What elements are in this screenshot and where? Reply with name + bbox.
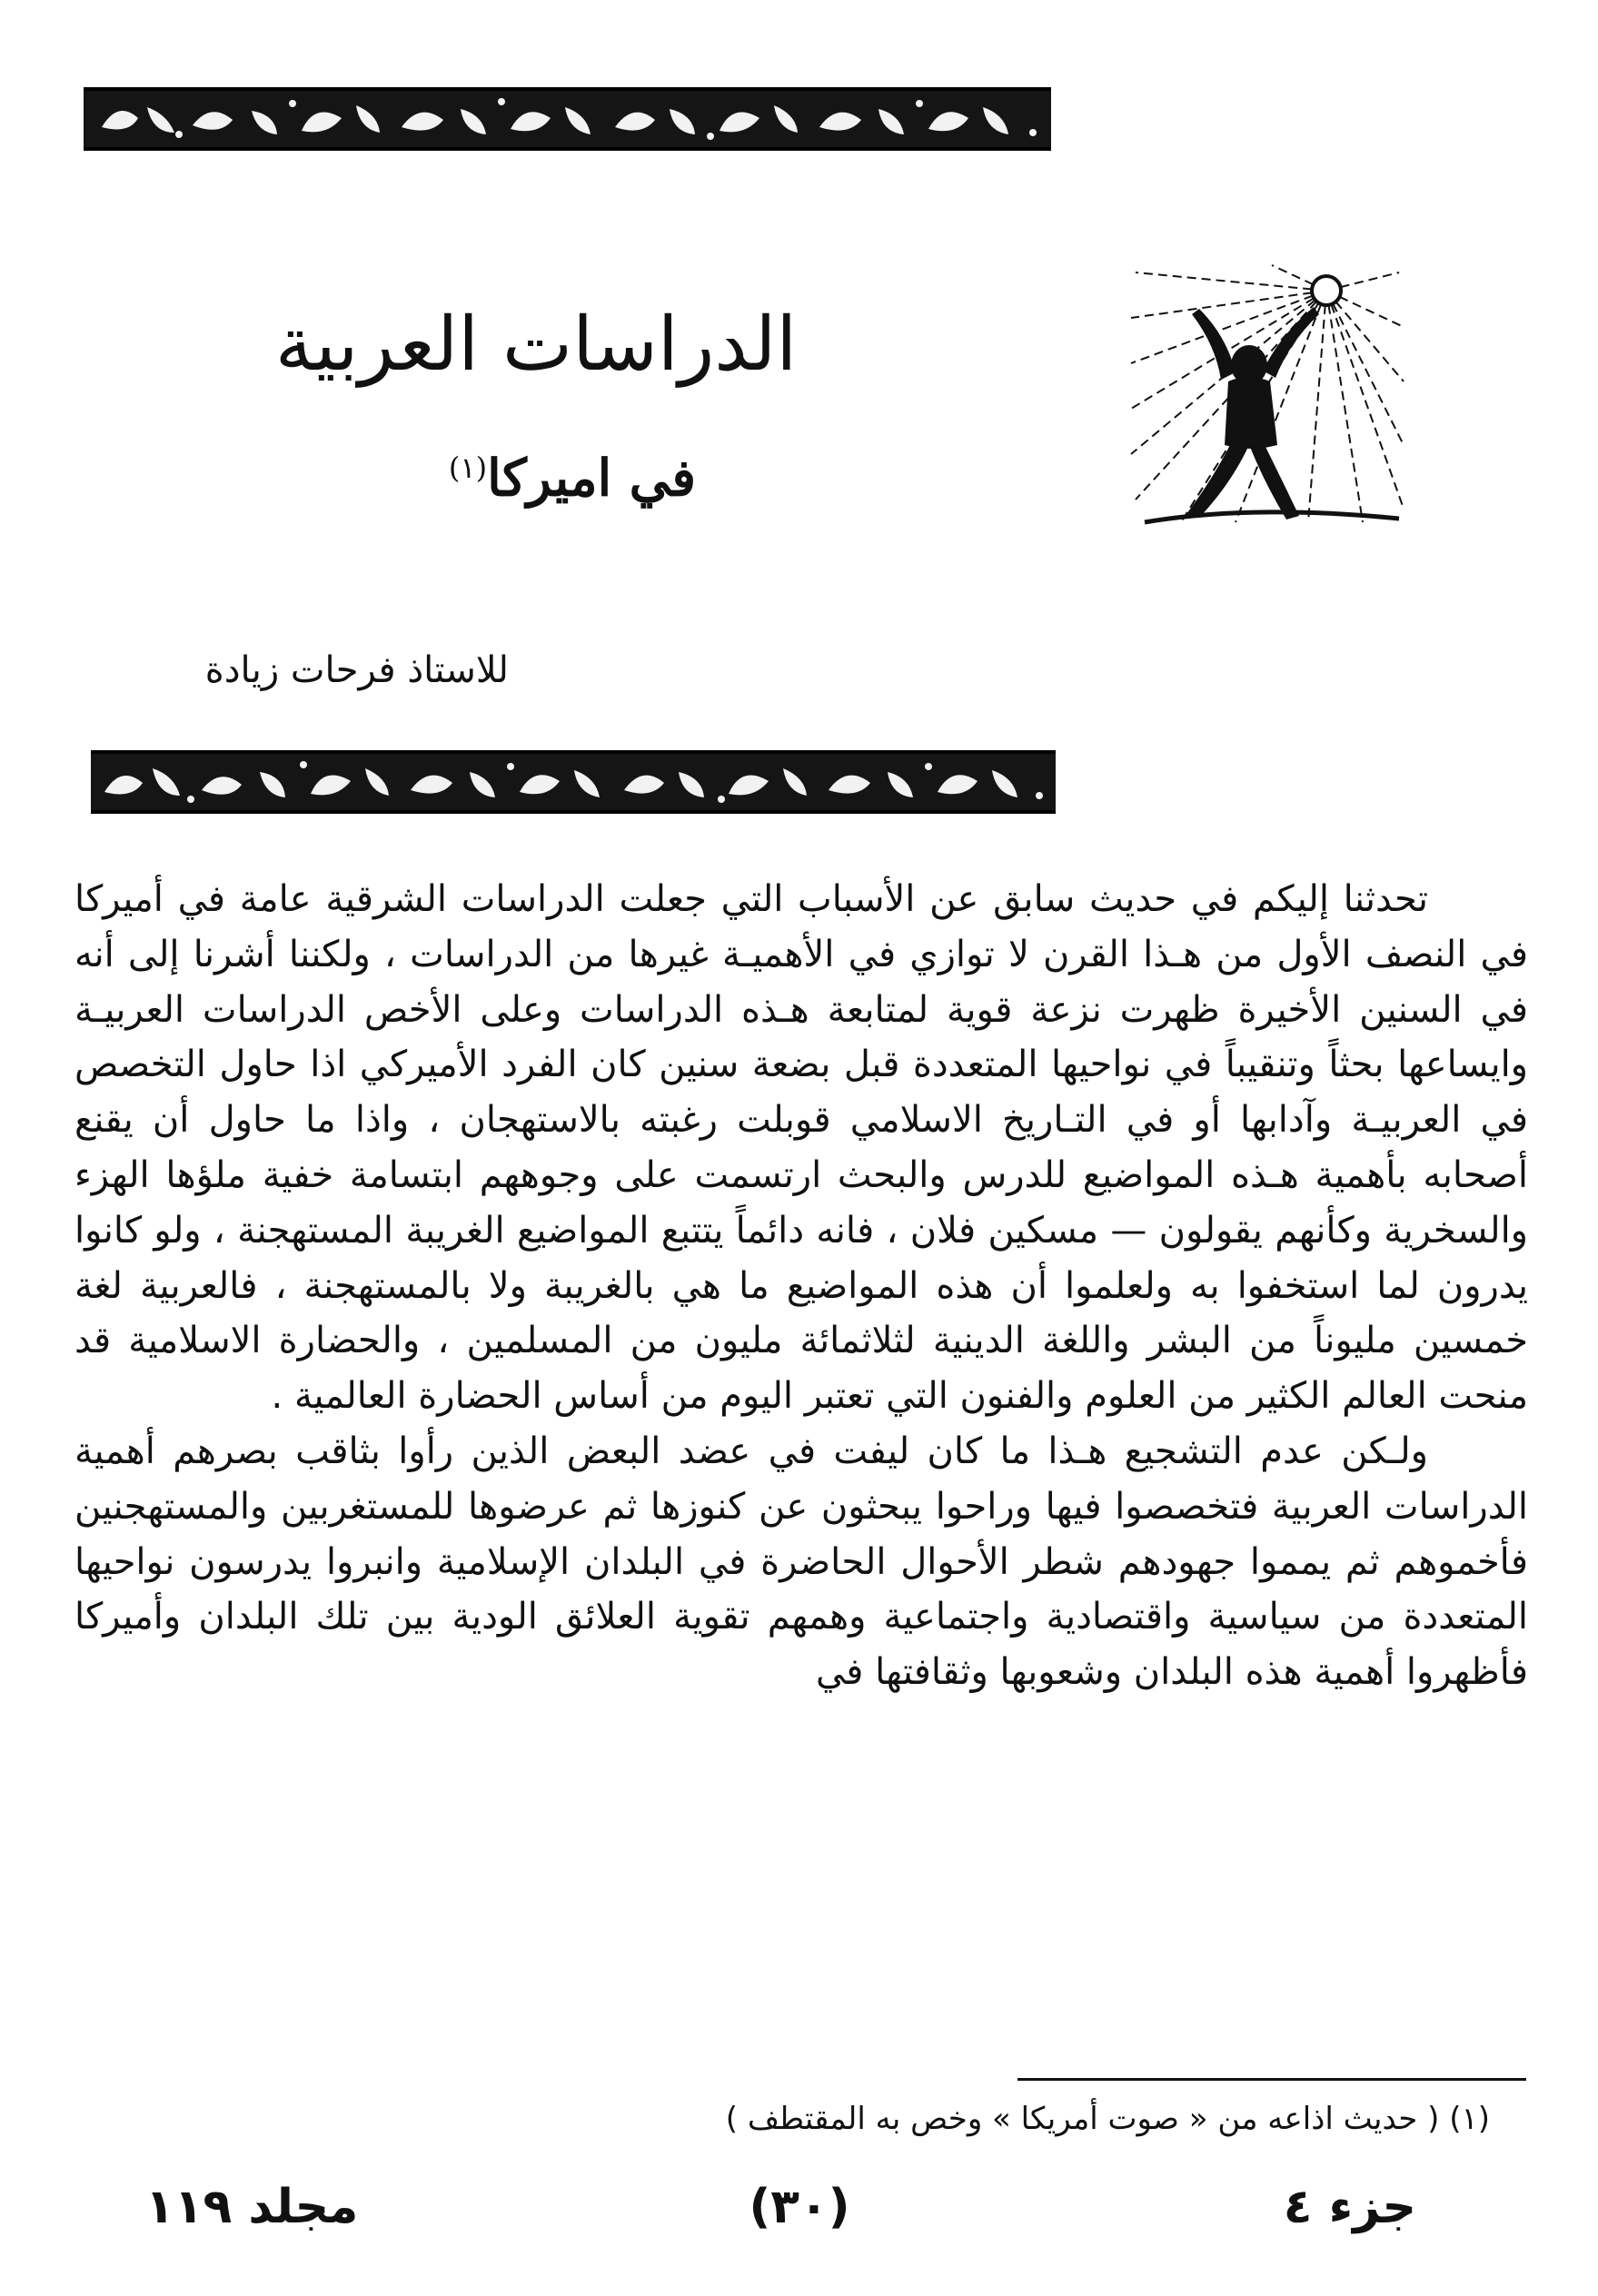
article-title: الدراسات العربية xyxy=(274,302,798,388)
decorative-leaf-band-middle xyxy=(91,750,1056,814)
article-subtitle xyxy=(382,436,763,510)
footnote-marker: (١) xyxy=(448,450,488,485)
footer-part-number: جزء ٤ xyxy=(1283,2180,1416,2234)
footnote-divider xyxy=(1017,2078,1526,2081)
sun-figure-icon xyxy=(1127,263,1408,527)
subtitle-text: في اميركا xyxy=(487,448,697,509)
sun-figure-illustration xyxy=(1127,263,1408,527)
author-byline: للاستاذ فرحات زيادة xyxy=(204,649,509,691)
body-paragraph-1: تحدثنا إليكم في حديث سابق عن الأسباب التي جعلت الدراسات الشرقية عامة في أميركا في النصف الأول من هـذا القرن لا توازي في الأهميـة غيرها من الدراسات ، ولكننا أشرنا إلى أنه في السنين الأخيرة ظهرت نزعة قوية لمتابعة هـذه الدراسات وعلى الأخص الدراسات العربيـة وايساعها بحثاً وتنقيباً في نواحيها المتعددة قبل بضعة سنين كان الفرد الأميركي اذا حاول التخصص في العربيـة وآدابها أو في التـاريخ الاسلامي قوبلت رغبته بالاستهجان ، واذا ما حاول أن يقنع أصحابه بأهمية هـذه المواضيع للدرس والبحث ارتسمت على وجوههم ابتسامة خفية ملؤها الهزء والسخرية وكأنهم يقولون — مسكين فلان ، فانه دائماً يتتبع المواضيع الغريبة المستهجنة ، ولو كانوا يدرون لما استخفوا به ولعلموا أن هذه المواضيع ما هي بالغريبة ولا بالمستهجنة ، فالعربية لغة خمسين مليوناً من البشر واللغة الدينية لثلاثمائة مليون من المسلمين ، والحضارة الاسلامية قد منحت العالم الكثير من العلوم والفنون التي تعتبر اليوم من أساس الحضارة العالمية . xyxy=(74,878,1528,1418)
article-body xyxy=(74,872,1528,1700)
body-paragraph-2: ولـكن عدم التشجيع هـذا ما كان ليفت في عضد البعض الذين رأوا بثاقب بصرهم أهمية الدراسات العربية فتخصصوا فيها وراحوا يبحثون عن كنوزها ثم عرضوها للمستغربين والمستهجنين فأخموهم ثم يمموا جهودهم شطر الأحوال الحاضرة في البلدان الإسلامية وانبروا يدرسون نواحيها المتعددة من سياسية واقتصادية واجتماعية وهمهم تقوية العلائق الودية بين تلك البلدان وأميركا فأظهروا أهمية هذه البلدان وشعوبها وثقافتها في xyxy=(74,1430,1528,1694)
decorative-leaf-band-top xyxy=(84,87,1051,151)
footer-page-number: (٣٠) xyxy=(749,2180,850,2234)
leaf-ornament-icon xyxy=(84,91,1051,147)
footnote: (١) ( حديث اذاعه من « صوت أمريكا » وخص به المقتطف ) xyxy=(725,2101,1490,2137)
footer-volume-number: مجلد ١١٩ xyxy=(145,2180,359,2234)
leaf-ornament-icon xyxy=(91,754,1056,810)
